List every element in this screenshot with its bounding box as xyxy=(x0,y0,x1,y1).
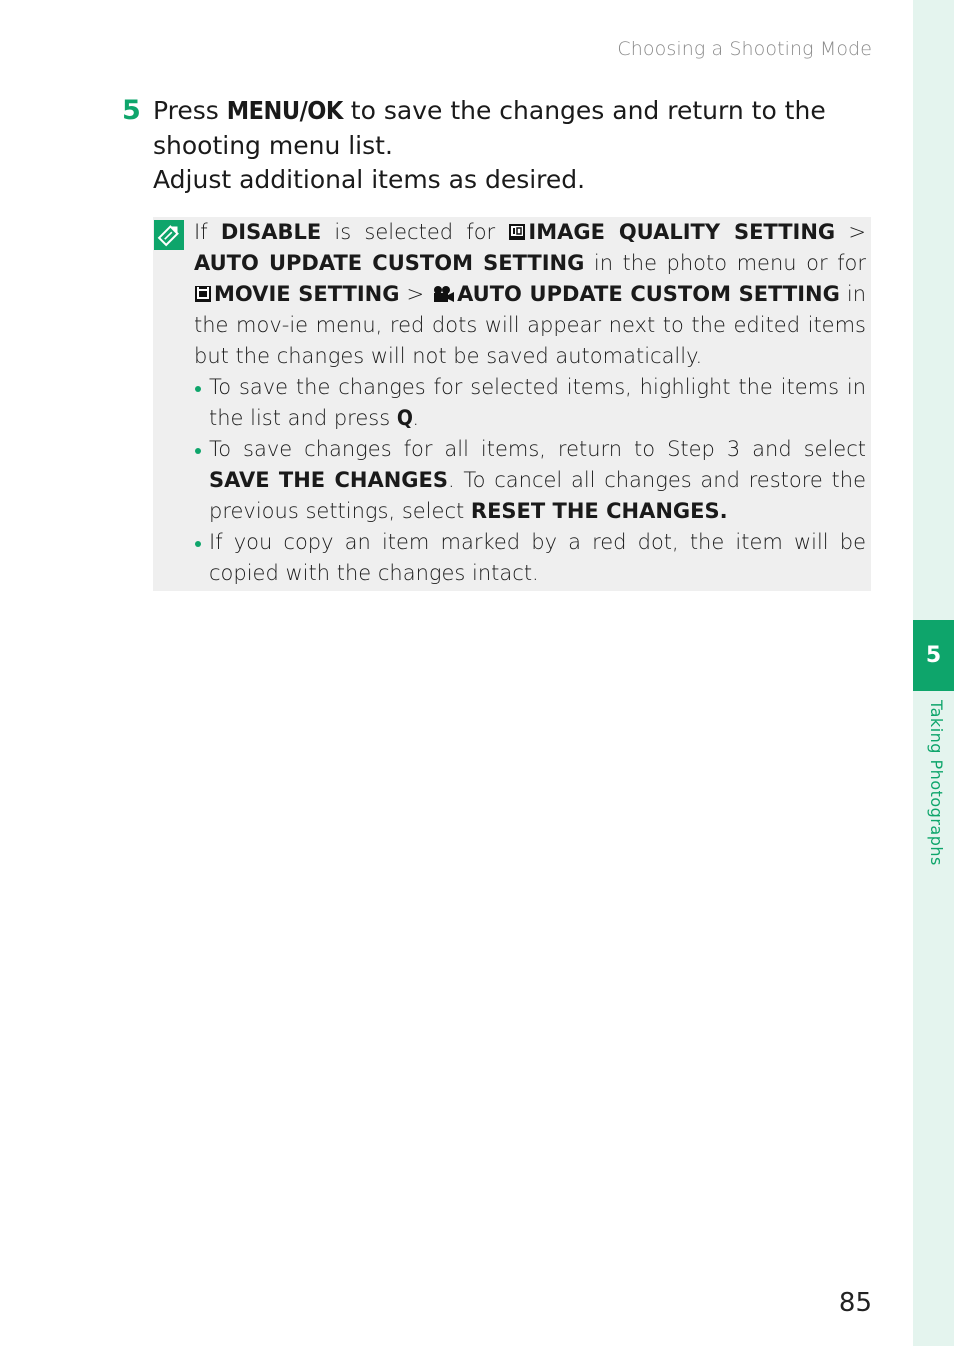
running-header: Choosing a Shooting Mode xyxy=(617,38,872,60)
image-quality-icon xyxy=(508,223,526,241)
note-text-if: If xyxy=(194,220,221,244)
note-text-selected-for: is selected for xyxy=(321,220,509,244)
step-number: 5 xyxy=(122,95,141,126)
note-icon xyxy=(154,220,184,250)
disable-term: DISABLE xyxy=(220,220,322,244)
movie-camera-icon xyxy=(431,285,455,303)
separator: > xyxy=(399,282,432,306)
note-box xyxy=(153,217,871,591)
bullet-end: . xyxy=(412,406,420,430)
page-number: 85 xyxy=(838,1288,872,1318)
list-item xyxy=(194,527,866,589)
bullet-text: To save changes for all items, return to Step 3 and select xyxy=(209,437,866,461)
note-bullet-list xyxy=(194,372,866,589)
chapter-title: Taking Photographs xyxy=(927,700,946,866)
note-paragraph xyxy=(194,217,866,372)
step-line-2: Adjust additional items as desired. xyxy=(153,165,586,194)
step-text-after-key: to save the changes and return to the shooting menu list. xyxy=(153,96,826,160)
note-text-photo-menu: in the photo menu or for xyxy=(584,251,866,275)
menu-ok-key: MENU/OK xyxy=(226,96,343,125)
image-quality-setting-term: IMAGE QUALITY SETTING xyxy=(528,220,836,244)
q-key: Q xyxy=(396,406,413,430)
save-the-changes-term: SAVE THE CHANGES xyxy=(209,468,449,492)
note-text-rest: in the mov-ie menu, red dots will appear next to the edited items but the changes will not be saved automatically. xyxy=(194,282,867,368)
note-text xyxy=(194,217,866,589)
step-body xyxy=(153,94,874,198)
step-5 xyxy=(122,94,874,198)
bullet-text: To save the changes for selected items, highlight the items in the list and press xyxy=(209,375,866,430)
list-item xyxy=(194,372,866,434)
list-item xyxy=(194,434,866,527)
bullet-text-mid: . To cancel all changes and restore the previous settings, select xyxy=(209,468,867,523)
bullet-text: If you copy an item marked by a red dot, the item will be copied with the changes intact. xyxy=(209,530,866,585)
movie-menu-icon xyxy=(194,285,212,303)
movie-setting-term: MOVIE SETTING xyxy=(214,282,400,306)
auto-update-custom-setting-term: AUTO UPDATE CUSTOM SETTING xyxy=(457,282,840,306)
separator: > xyxy=(835,220,866,244)
chapter-tab[interactable] xyxy=(913,620,954,691)
reset-the-changes-term: RESET THE CHANGES. xyxy=(470,499,728,523)
step-text-before-key: Press xyxy=(153,96,227,125)
auto-update-custom-setting-term: AUTO UPDATE CUSTOM SETTING xyxy=(194,251,585,275)
chapter-number: 5 xyxy=(925,643,942,668)
